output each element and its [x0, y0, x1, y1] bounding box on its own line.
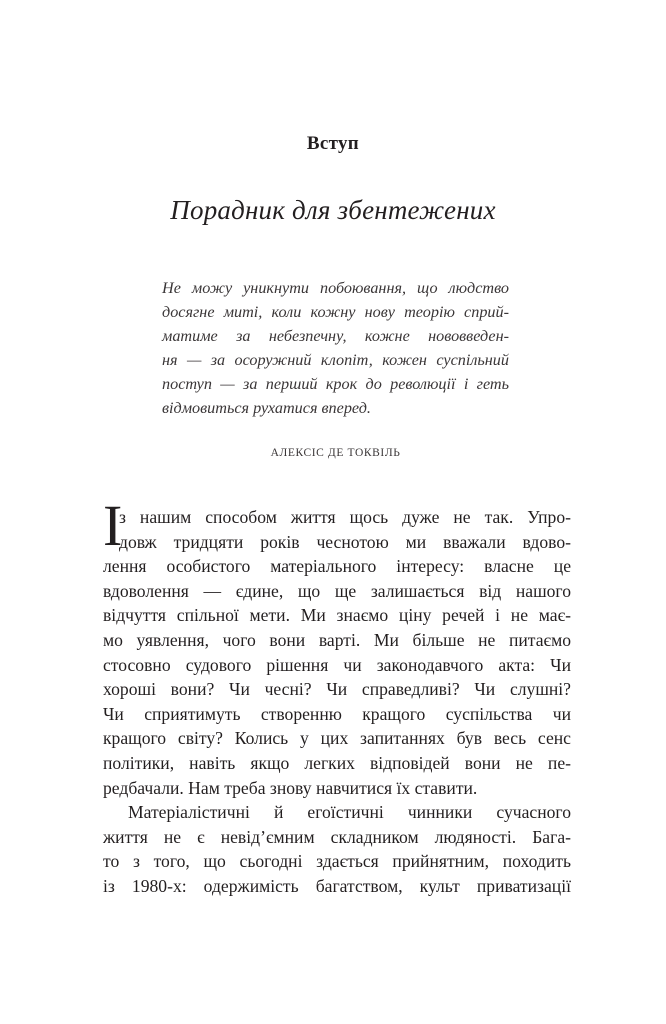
- paragraph-line: відчуття спільної мети. Ми знаємо ціну речей і не має-: [103, 605, 571, 626]
- paragraph-line: вдоволення — єдине, що ще залишається від нашого: [103, 580, 571, 601]
- paragraph-line: із 1980-х: одержимість багатством, культ приватизації: [103, 875, 571, 896]
- paragraph-line: мо уявлення, чого вони варті. Ми більше не питаємо: [103, 629, 571, 650]
- epigraph-line: ня — за осоружний клопіт, кожен суспільний: [162, 351, 509, 369]
- paragraph-line: Чи сприятимуть створенню кращого суспільства чи: [103, 703, 571, 724]
- paragraph-line: кращого світу? Колись у цих запитаннях був весь сенс: [103, 728, 571, 749]
- chapter-label: Вступ: [306, 133, 360, 154]
- paragraph-line: то з того, що сьогодні здається прийнятним, походить: [103, 851, 571, 872]
- drop-cap: І: [103, 493, 123, 558]
- body-text: [103, 493, 571, 899]
- paragraph-line: довж тридцяти років чеснотою ми вважали вдово-: [119, 531, 571, 552]
- epigraph-line: матиме за небезпечну, кожне нововведен-: [162, 327, 509, 345]
- epigraph: [162, 276, 509, 420]
- paragraph-line: хороші вони? Чи чесні? Чи справедливі? Чи слушні?: [103, 679, 571, 700]
- epigraph-author: АЛЕКСІС ДЕ ТОКВІЛЬ: [270, 447, 401, 459]
- paragraph-line: життя не є невід’ємним складником людяності. Бага-: [103, 826, 571, 847]
- paragraph-line: лення особистого матеріального інтересу: власне це: [103, 556, 571, 577]
- epigraph-line: досягне миті, коли кожну нову теорію сприй-: [162, 303, 509, 321]
- paragraph-line: Матеріалістичні й егоїстичні чинники сучасного: [128, 802, 571, 823]
- epigraph-line: поступ — за перший крок до революції і геть: [162, 375, 509, 393]
- epigraph-line: Не можу уникнути побоювання, що людство: [162, 279, 509, 297]
- paragraph-line: редбачали. Нам треба знову навчитися їх ставити.: [103, 777, 478, 798]
- paragraph-line: стосовно судового рішення чи законодавчого акта: Чи: [103, 654, 571, 675]
- paragraph-line: політики, навіть якщо легких відповідей вони не пе-: [103, 752, 571, 773]
- epigraph-line: відмовиться рухатися вперед.: [162, 399, 371, 417]
- paragraph-line: з нашим способом життя щось дуже не так. Упро-: [119, 507, 571, 527]
- chapter-title: Порадник для збентежених: [170, 195, 496, 225]
